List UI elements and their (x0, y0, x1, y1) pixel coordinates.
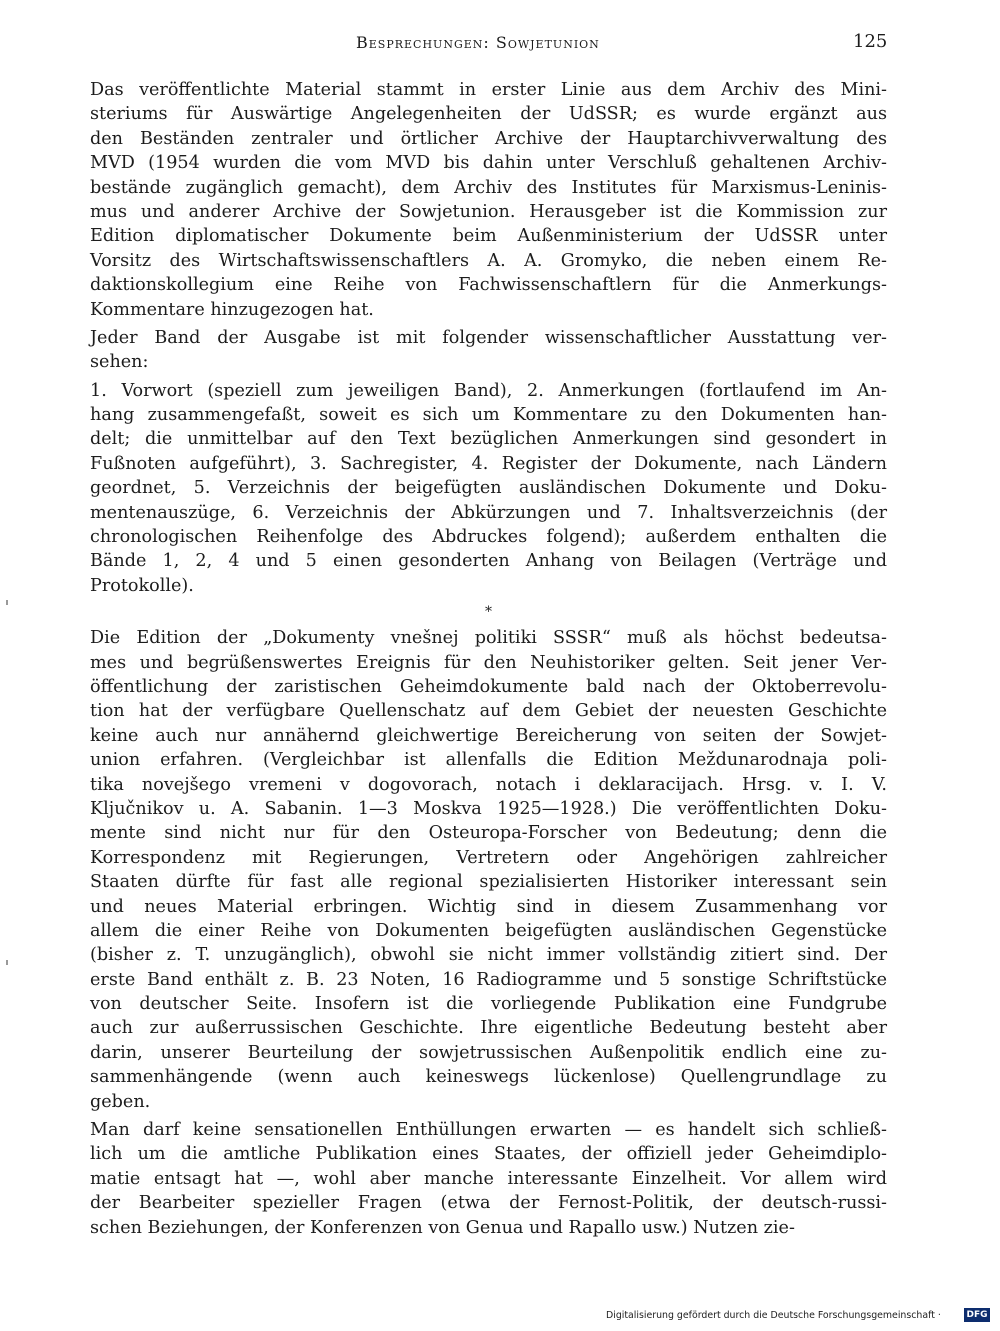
text-line: allem die einer Reihe von Dokumenten beigefügten ausländischen Gegenstücke (90, 920, 887, 941)
paragraph (90, 626, 887, 1114)
scan-edge-mark (6, 960, 8, 965)
text-line: erste Band enthält z. B. 23 Noten, 16 Radiogramme und 5 sonstige Schriftstücke (90, 969, 887, 990)
text-line: Jeder Band der Ausgabe ist mit folgender wissenschaftlicher Ausstattung ver- (90, 327, 887, 348)
text-line: union erfahren. (Vergleichbar ist allenfalls die Edition Meždunarodnaja poli- (90, 750, 887, 771)
dfg-logo: DFG (964, 1308, 990, 1322)
paragraph (90, 326, 887, 375)
text-line: Ključnikov u. A. Sabanin. 1—3 Moskva 1925—1928.) Die veröffentlichten Doku- (90, 798, 887, 819)
text-line: MVD (1954 wurden die vom MVD bis dahin unter Verschluß gehaltenen Archiv- (90, 153, 887, 174)
text-line: tika novejšego vremeni v dogovorach, notach i deklaracijach. Hrsg. v. I. V. (90, 774, 887, 795)
text-line: lich um die amtliche Publikation eines Staates, der offiziell jeder Geheimdiplo- (90, 1144, 887, 1165)
text-line: keine auch nur annähernd gleichwertige Bereicherung von seiten der Sowjet- (90, 725, 887, 746)
paragraph (90, 78, 887, 322)
paragraph-group-after (90, 626, 887, 1240)
text-line: mes und begrüßenswertes Ereignis für den Neuhistoriker gelten. Seit jener Ver- (90, 652, 887, 673)
text-line: von deutscher Seite. Insofern ist die vorliegende Publikation eine Fundgrube (90, 994, 887, 1015)
text-line: (bisher z. T. unzugänglich), obwohl sie nicht immer vollständig zitiert sind. Der (90, 945, 887, 966)
text-line: matie entsagt hat —, wohl aber manche interessante Einzelheit. Vor allem wird (90, 1168, 887, 1189)
text-line: Man darf keine sensationellen Enthüllungen erwarten — es handelt sich schließ- (90, 1120, 887, 1141)
text-line: Bände 1, 2, 4 und 5 einen gesonderten Anhang von Beilagen (Verträge und (90, 551, 887, 572)
text-line: schen Beziehungen, der Konferenzen von Genua und Rapallo usw.) Nutzen zie- (90, 1217, 795, 1238)
text-line: und neues Material erbringen. Wichtig sind in diesem Zusammenhang vor (90, 896, 887, 917)
text-line: bestände zugänglich gemacht), dem Archiv des Institutes für Marxismus-Leninis- (90, 177, 887, 198)
text-line: Die Edition der „Dokumenty vnešnej politiki SSSR“ muß als höchst bedeutsa- (90, 628, 887, 649)
text-line: Fußnoten aufgeführt), 3. Sachregister, 4. Register der Dokumente, nach Ländern (90, 453, 887, 474)
text-line: Kommentare hinzugezogen hat. (90, 299, 374, 320)
text-line: sehen: (90, 352, 149, 373)
text-line: geben. (90, 1091, 151, 1112)
text-line: steriums für Auswärtige Angelegenheiten der UdSSR; es wurde ergänzt aus (90, 104, 887, 125)
text-line: auch zur außerrussischen Geschichte. Ihre eigentliche Bedeutung besteht aber (90, 1018, 887, 1039)
text-line: 1. Vorwort (speziell zum jeweiligen Band), 2. Anmerkungen (fortlaufend im An- (90, 380, 887, 401)
text-line: der Bearbeiter spezieller Fragen (etwa der Fernost-Politik, der deutsch-russi- (90, 1193, 887, 1214)
page-number: 125 (853, 31, 888, 52)
text-line: Korrespondenz mit Regierungen, Vertretern oder Angehörigen zahlreicher (90, 847, 887, 868)
text-line: delt; die unmittelbar auf den Text bezüglichen Anmerkungen sind gesondert in (90, 429, 887, 450)
text-line: Protokolle). (90, 575, 194, 596)
scan-edge-mark (6, 600, 8, 605)
section-separator: * (485, 604, 492, 621)
body-text (90, 78, 887, 1244)
text-line: Edition diplomatischer Dokumente beim Außenministerium der UdSSR unter (90, 226, 887, 247)
text-line: Das veröffentlichte Material stammt in erster Linie aus dem Archiv des Mini- (90, 80, 887, 100)
text-line: geordnet, 5. Verzeichnis der beigefügten ausländischen Dokumente und Doku- (90, 478, 887, 499)
text-line: chronologischen Reihenfolge des Abdruckes folgend); außerdem enthalten die (90, 527, 887, 548)
text-line: den Beständen zentraler und örtlicher Archive der Hauptarchivverwaltung des (90, 128, 887, 149)
text-line: hang zusammengefaßt, soweit es sich um Kommentare zu den Dokumenten han- (90, 405, 887, 426)
text-line: tion hat der verfügbare Quellenschatz auf dem Gebiet der neuesten Geschichte (90, 701, 887, 722)
text-line: Staaten dürfte für fast alle regional spezialisierten Historiker interessant sein (90, 872, 887, 893)
text-line: darin, unserer Beurteilung der sowjetrussischen Außenpolitik endlich eine zu- (90, 1042, 887, 1063)
text-line: Vorsitz des Wirtschaftswissenschaftlers A. A. Gromyko, die neben einem Re- (90, 250, 887, 271)
text-line: mentenauszüge, 6. Verzeichnis der Abkürzungen und 7. Inhaltsverzeichnis (der (90, 502, 887, 523)
text-line: mus und anderer Archive der Sowjetunion. Herausgeber ist die Kommission zur (90, 201, 887, 222)
paragraph (90, 379, 887, 599)
text-line: daktionskollegium eine Reihe von Fachwissenschaftlern für die Anmerkungs- (90, 275, 887, 296)
text-line: öffentlichung der zaristischen Geheimdokumente bald nach der Oktoberrevolu- (90, 676, 887, 697)
digitization-credit: Digitalisierung gefördert durch die Deutsche Forschungsgemeinschaft · (606, 1310, 941, 1321)
text-line: mente sind nicht nur für den Osteuropa-Forscher von Bedeutung; denn die (90, 823, 887, 844)
paragraph (90, 1118, 887, 1240)
running-header: Besprechungen: Sowjetunion (356, 33, 600, 52)
text-line: sammenhängende (wenn auch keineswegs lückenlose) Quellengrundlage zu (90, 1067, 887, 1088)
paragraph-group-before (90, 78, 887, 598)
